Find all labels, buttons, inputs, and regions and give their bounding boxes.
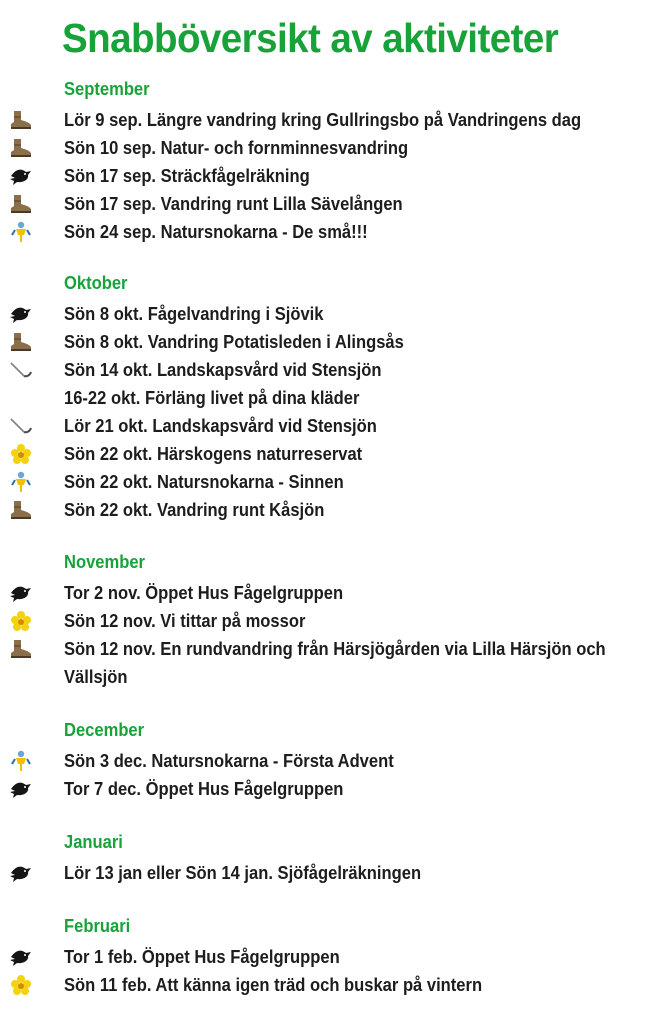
boot-icon	[9, 499, 33, 521]
bird-icon	[9, 778, 33, 800]
event-item	[0, 943, 660, 971]
month-heading: September	[64, 79, 150, 99]
event-list	[0, 106, 660, 246]
bird-icon	[9, 862, 33, 884]
event-text: Sön 10 sep. Natur- och fornminnesvandring	[64, 138, 409, 158]
event-item	[0, 162, 660, 190]
event-item	[0, 775, 660, 803]
event-text: Sön 14 okt. Landskapsvård vid Stensjön	[64, 360, 382, 380]
event-text: 16-22 okt. Förläng livet på dina kläder	[64, 388, 360, 408]
event-list	[0, 747, 660, 803]
flower-icon	[9, 610, 33, 632]
month-heading: November	[64, 552, 145, 572]
boot-icon	[9, 331, 33, 353]
month-heading: Januari	[64, 832, 123, 852]
event-list	[0, 300, 660, 524]
flower-icon	[9, 974, 33, 996]
event-item	[0, 384, 660, 412]
event-item	[0, 218, 660, 246]
flower-icon	[9, 443, 33, 465]
event-item	[0, 134, 660, 162]
event-text: Sön 22 okt. Vandring runt Kåsjön	[64, 500, 325, 520]
page-title: Snabböversikt av aktiviteter	[62, 15, 559, 61]
event-text: Sön 12 nov. En rundvandring från Härsjögården via Lilla Härsjön och Vällsjön	[64, 639, 606, 687]
child-icon	[9, 221, 33, 243]
event-item	[0, 971, 660, 999]
event-list	[0, 943, 660, 999]
event-item	[0, 440, 660, 468]
event-item	[0, 607, 660, 635]
event-item	[0, 859, 660, 887]
event-item	[0, 328, 660, 356]
bird-icon	[9, 165, 33, 187]
bird-icon	[9, 582, 33, 604]
event-text: Tor 2 nov. Öppet Hus Fågelgruppen	[64, 583, 344, 603]
event-text: Sön 12 nov. Vi tittar på mossor	[64, 611, 306, 631]
scythe-icon	[9, 359, 33, 381]
event-item	[0, 300, 660, 328]
event-text: Sön 24 sep. Natursnokarna - De små!!!	[64, 222, 368, 242]
event-text: Lör 13 jan eller Sön 14 jan. Sjöfågelräkningen	[64, 863, 422, 883]
scythe-icon	[9, 415, 33, 437]
bird-icon	[9, 946, 33, 968]
event-item	[0, 635, 660, 691]
event-text: Lör 21 okt. Landskapsvård vid Stensjön	[64, 416, 377, 436]
event-item	[0, 747, 660, 775]
event-item	[0, 579, 660, 607]
event-item	[0, 412, 660, 440]
event-item	[0, 496, 660, 524]
event-text: Sön 17 sep. Sträckfågelräkning	[64, 166, 310, 186]
boot-icon	[9, 109, 33, 131]
event-list	[0, 579, 660, 691]
event-item	[0, 190, 660, 218]
child-icon	[9, 471, 33, 493]
month-heading: Februari	[64, 916, 131, 936]
event-text: Sön 3 dec. Natursnokarna - Första Advent	[64, 751, 394, 771]
event-text: Sön 11 feb. Att känna igen träd och buskar på vintern	[64, 975, 483, 995]
boot-icon	[9, 193, 33, 215]
event-text: Sön 22 okt. Natursnokarna - Sinnen	[64, 472, 344, 492]
event-item	[0, 356, 660, 384]
child-icon	[9, 750, 33, 772]
boot-icon	[9, 137, 33, 159]
month-heading: December	[64, 720, 145, 740]
event-text: Tor 1 feb. Öppet Hus Fågelgruppen	[64, 947, 340, 967]
event-list	[0, 859, 660, 887]
event-text: Sön 8 okt. Fågelvandring i Sjövik	[64, 304, 324, 324]
event-text: Sön 22 okt. Härskogens naturreservat	[64, 444, 363, 464]
event-text: Lör 9 sep. Längre vandring kring Gullringsbo på Vandringens dag	[64, 110, 582, 130]
event-text: Tor 7 dec. Öppet Hus Fågelgruppen	[64, 779, 344, 799]
event-text: Sön 17 sep. Vandring runt Lilla Sävelången	[64, 194, 403, 214]
event-item	[0, 468, 660, 496]
boot-icon	[9, 638, 33, 660]
event-item	[0, 106, 660, 134]
bird-icon	[9, 303, 33, 325]
month-heading: Oktober	[64, 273, 128, 293]
event-text: Sön 8 okt. Vandring Potatisleden i Alingsås	[64, 332, 404, 352]
